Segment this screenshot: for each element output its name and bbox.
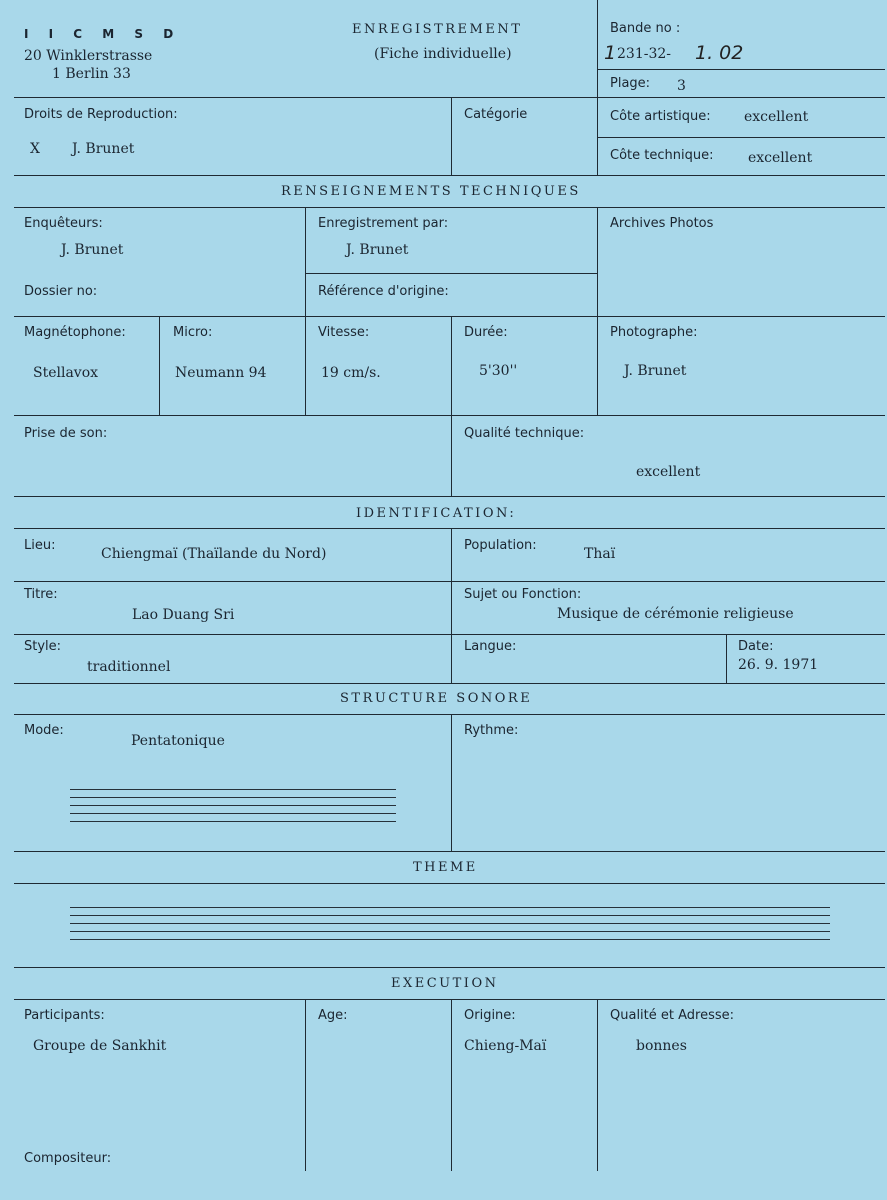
org-name: I I C M S D [24,27,182,41]
rule [597,999,598,1171]
rule [14,851,885,852]
rule [14,528,885,529]
cote-technique-value: excellent [748,150,813,166]
age-label: Age: [318,1008,348,1023]
rule [451,316,452,496]
rule [597,0,598,175]
rule [14,634,885,635]
rule [597,69,885,70]
duree-label: Durée: [464,325,508,340]
rule [726,634,727,683]
rule [451,97,452,175]
enregistrement-par-value: J. Brunet [346,242,409,258]
enqueteurs-value: J. Brunet [61,242,124,258]
bande-prefix-mark: 1 [604,42,617,64]
cote-artistique-label: Côte artistique: [610,109,711,124]
rule [14,714,885,715]
rule [14,683,885,684]
org-street: 20 Winklerstrasse [24,48,153,64]
magnetophone-value: Stellavox [33,365,99,381]
participants-label: Participants: [24,1008,105,1023]
titre-value: Lao Duang Sri [132,607,235,623]
rule [159,316,160,415]
rule [14,883,885,884]
photographe-value: J. Brunet [624,363,687,379]
duree-value: 5'30'' [479,363,518,379]
micro-label: Micro: [173,325,213,340]
rule [451,714,452,851]
rule [14,967,885,968]
categorie-label: Catégorie [464,107,528,122]
droits-checkbox: X [30,141,40,157]
droits-value: J. Brunet [72,141,135,157]
qualite-adresse-label: Qualité et Adresse: [610,1008,735,1023]
rule [451,528,452,683]
rythme-label: Rythme: [464,723,519,738]
rule [14,415,885,416]
qualite-technique-value: excellent [636,464,701,480]
magnetophone-label: Magnétophone: [24,325,126,340]
rule [14,496,885,497]
langue-label: Langue: [464,639,517,654]
section-structure: STRUCTURE SONORE [340,691,533,706]
rule [305,999,306,1171]
prise-de-son-label: Prise de son: [24,426,108,441]
rule [14,999,885,1000]
rule [14,97,885,98]
enregistrement-par-label: Enregistrement par: [318,216,449,231]
lieu-label: Lieu: [24,538,56,553]
form-subtitle: (Fiche individuelle) [374,46,512,62]
population-label: Population: [464,538,537,553]
qualite-technique-label: Qualité technique: [464,426,585,441]
vitesse-value: 19 cm/s. [321,365,381,381]
rule [14,175,885,176]
vitesse-label: Vitesse: [318,325,370,340]
rule [597,207,598,415]
bande-printed-number: 231-32- [617,46,671,62]
form-title: ENREGISTREMENT [352,22,523,37]
sujet-value: Musique de cérémonie religieuse [557,606,794,622]
origine-value: Chieng-Maï [464,1038,547,1054]
rule [305,207,306,415]
archives-photos-label: Archives Photos [610,216,714,231]
section-execution: EXECUTION [391,976,499,991]
dossier-label: Dossier no: [24,284,98,299]
rule [14,581,885,582]
reference-label: Référence d'origine: [318,284,449,299]
droits-label: Droits de Reproduction: [24,107,178,122]
micro-value: Neumann 94 [175,365,267,381]
section-theme: THEME [413,860,478,875]
style-label: Style: [24,639,62,654]
lieu-value: Chiengmaï (Thaïlande du Nord) [101,546,327,562]
mode-value: Pentatonique [131,733,225,749]
mode-label: Mode: [24,723,64,738]
section-technique: RENSEIGNEMENTS TECHNIQUES [281,184,581,199]
compositeur-label: Compositeur: [24,1151,112,1166]
style-value: traditionnel [87,659,171,675]
plage-value: 3 [677,78,686,94]
bande-label: Bande no : [610,21,681,36]
cote-artistique-value: excellent [744,109,809,125]
sujet-label: Sujet ou Fonction: [464,587,582,602]
enqueteurs-label: Enquêteurs: [24,216,103,231]
rule [597,137,885,138]
date-label: Date: [738,639,774,654]
plage-label: Plage: [610,76,651,91]
photographe-label: Photographe: [610,325,698,340]
rule [305,273,597,274]
origine-label: Origine: [464,1008,516,1023]
rule [451,999,452,1171]
date-value: 26. 9. 1971 [738,657,819,673]
participants-value: Groupe de Sankhit [33,1038,167,1054]
rule [14,316,885,317]
qualite-adresse-value: bonnes [636,1038,687,1054]
population-value: Thaï [584,546,616,562]
cote-technique-label: Côte technique: [610,148,714,163]
rule [14,207,885,208]
titre-label: Titre: [24,587,58,602]
org-city: 1 Berlin 33 [52,66,131,82]
bande-handwritten-number: 1. 02 [695,42,744,64]
section-identification: IDENTIFICATION: [356,506,517,521]
